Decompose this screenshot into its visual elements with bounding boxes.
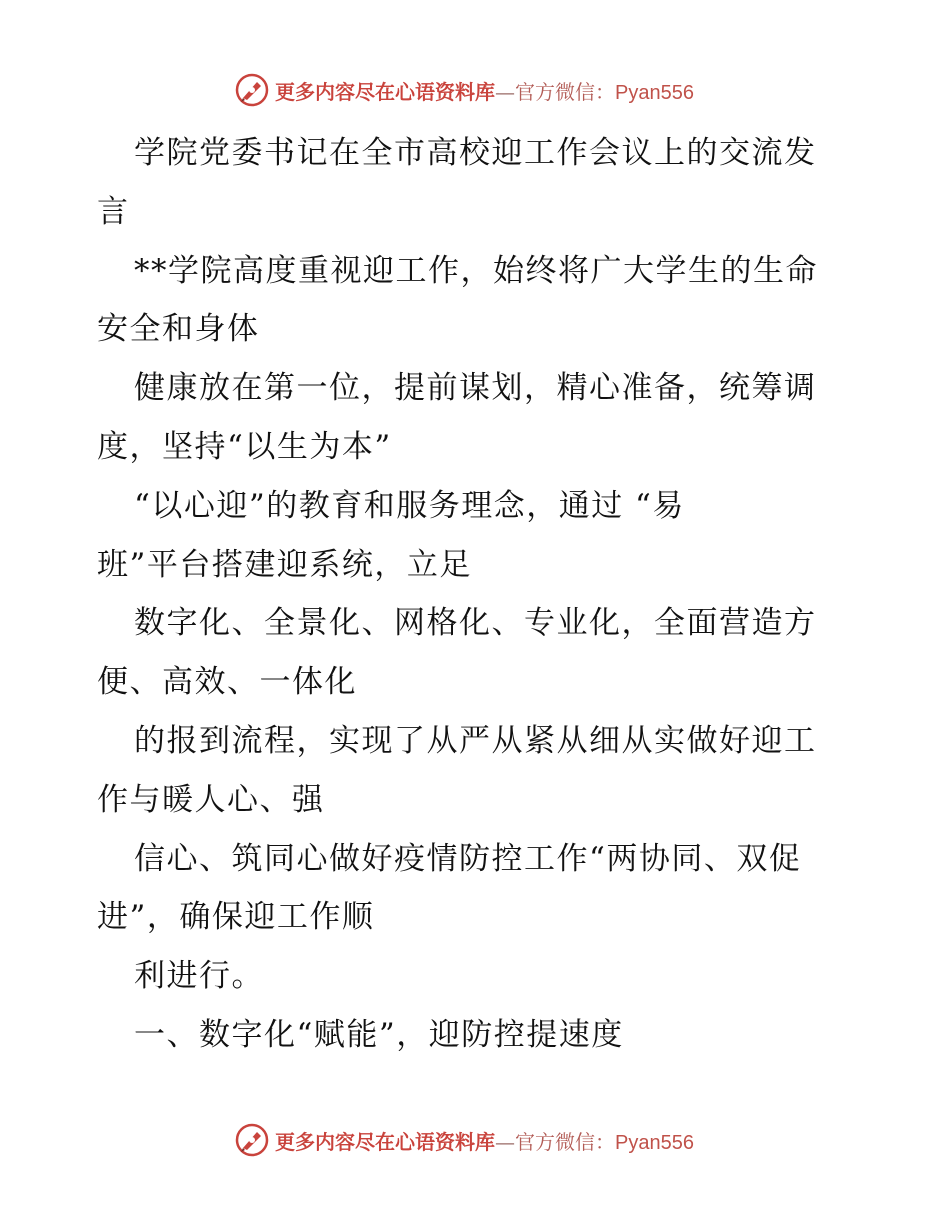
- watermark-label: 官方微信：: [515, 79, 615, 104]
- document-title-line-1: 学院党委书记在全市高校迎工作会议上的交流发: [134, 135, 817, 171]
- paragraph-line: 利进行。: [134, 958, 264, 995]
- pen-logo-icon: [235, 1123, 269, 1157]
- paragraph-line: 便、高效、一体化: [97, 664, 357, 701]
- watermark-wechat-id: Pyan556: [615, 1131, 694, 1154]
- watermark-separator: —: [495, 1129, 515, 1154]
- document-body: [97, 124, 857, 1065]
- paragraph-line: 度，坚持“以生为本”: [97, 428, 392, 465]
- watermark-brand: 更多内容尽在心语资料库: [275, 1129, 495, 1154]
- pen-logo-icon: [235, 73, 269, 107]
- document-title-line-2: 言: [97, 193, 130, 230]
- paragraph-line: 作与暖人心、强: [97, 781, 325, 818]
- paragraph-line: 安全和身体: [97, 311, 260, 348]
- section-heading: 一、数字化“赋能”，迎防控提速度: [134, 1016, 624, 1053]
- paragraph-line: 的报到流程，实现了从严从紧从细从实做好迎工: [134, 722, 817, 759]
- watermark-wechat-id: Pyan556: [615, 81, 694, 104]
- paragraph-line: **学院高度重视迎工作，始终将广大学生的生命: [134, 252, 818, 289]
- paragraph-line: 班”平台搭建迎系统，立足: [97, 546, 472, 583]
- watermark-label: 官方微信：: [515, 1129, 615, 1154]
- paragraph-line: 信心、筑同心做好疫情防控工作“两协同、双促: [134, 840, 802, 877]
- watermark-separator: —: [495, 79, 515, 104]
- paragraph-line: 进”，确保迎工作顺: [97, 899, 375, 936]
- paragraph-line: 数字化、全景化、网格化、专业化，全面营造方: [134, 605, 817, 642]
- header-watermark: [235, 70, 715, 110]
- watermark-brand: 更多内容尽在心语资料库: [275, 79, 495, 104]
- paragraph-line: “以心迎”的教育和服务理念，通过 “易: [134, 487, 685, 524]
- footer-watermark: [235, 1120, 715, 1160]
- paragraph-line: 健康放在第一位，提前谋划，精心准备，统筹调: [134, 370, 817, 407]
